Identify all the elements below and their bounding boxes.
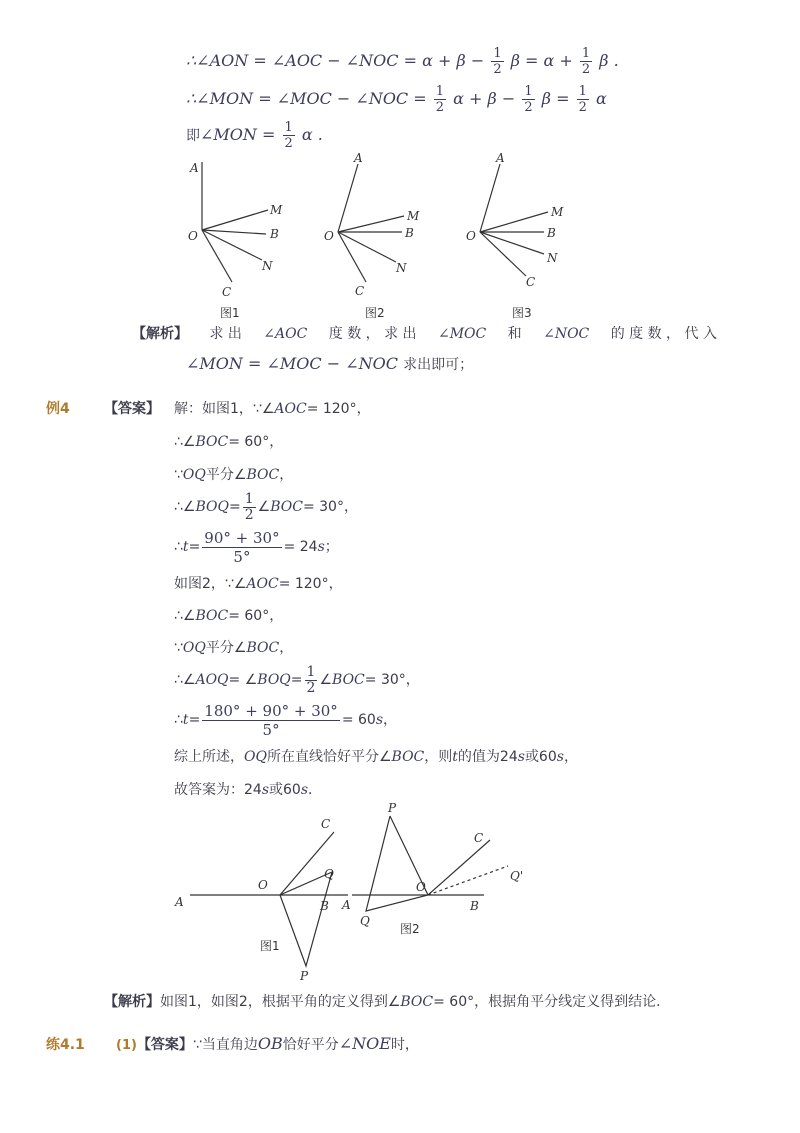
text: = 60°，	[228, 608, 284, 624]
math: AOQ	[195, 672, 229, 688]
fraction	[202, 702, 340, 739]
angle-figures-top	[180, 150, 564, 325]
text: 解：如图1，∵∠	[174, 401, 275, 417]
text: ，则	[424, 749, 453, 765]
label-O: O	[324, 229, 334, 243]
text: 故答案为：24	[174, 782, 262, 798]
figure-1	[174, 817, 348, 983]
analysis-1-line-1	[132, 323, 717, 345]
analysis-2	[104, 991, 670, 1011]
text: 平分∠	[205, 467, 247, 483]
text: = 120°，	[306, 401, 371, 417]
ex4-line-12	[174, 779, 322, 799]
label-Q: Q	[324, 867, 334, 881]
label-C: C	[355, 284, 365, 298]
fraction-numerator: 1	[581, 46, 591, 61]
ex4-line-2	[174, 431, 283, 451]
fraction	[202, 529, 281, 566]
label-Q-prime: Q'	[510, 869, 524, 883]
text: ∵	[174, 467, 183, 483]
triangle-POQ	[366, 816, 428, 911]
analysis-text: 求出即可；	[403, 357, 474, 373]
text: 综上所述，	[174, 749, 244, 765]
math: OQ	[182, 467, 206, 483]
practice-4-1-line	[116, 1034, 419, 1054]
text: = 60°，	[228, 434, 284, 450]
text: = 24	[283, 539, 318, 555]
ex4-line-4	[174, 488, 358, 526]
label-M: M	[270, 203, 283, 217]
proof-line-3-prefix: 即	[186, 128, 200, 144]
text: ，	[279, 640, 294, 656]
math: BOQ	[195, 499, 229, 515]
figure-2	[341, 801, 523, 936]
text: ∴	[174, 539, 183, 555]
analysis-text: = 60°，根据角平分线定义得到结论．	[433, 994, 671, 1010]
label-P: P	[300, 969, 309, 983]
figure-1	[188, 161, 283, 320]
analysis-tag: 【解析】	[132, 326, 188, 342]
label-B: B	[470, 899, 479, 913]
label-M: M	[407, 209, 420, 223]
label-N: N	[547, 251, 558, 265]
math: t	[182, 712, 189, 728]
fraction-denominator: 2	[435, 100, 445, 115]
text: 或60	[524, 749, 557, 765]
ray-OC	[280, 832, 334, 895]
math: BOC	[246, 467, 280, 483]
fraction-denominator: 5°	[233, 547, 251, 566]
text: =	[188, 539, 201, 555]
text: 平分∠	[205, 640, 247, 656]
ray-OM	[480, 212, 548, 232]
text: 所在直线恰好平分∠	[266, 749, 392, 765]
math: s	[375, 712, 383, 728]
text: ∴∠	[174, 434, 196, 450]
analysis-text: 度 数 ， 求 出	[328, 326, 417, 342]
fraction-numerator: 180° + 90° + 30°	[204, 701, 338, 720]
proof-line-2-mid2: β =	[541, 89, 570, 108]
figure-1-caption: 图1	[260, 939, 280, 953]
ex4-line-6	[174, 573, 343, 593]
ray-OC	[428, 840, 490, 895]
label-M: M	[551, 205, 564, 219]
ex4-line-1	[174, 398, 371, 418]
math: OQ	[244, 749, 267, 765]
ray-OB	[202, 230, 266, 234]
math: s	[556, 749, 564, 765]
fraction-numerator: 1	[284, 120, 293, 135]
label-Q: Q	[360, 914, 370, 928]
math: AOC	[246, 576, 279, 592]
practice-4-1-label: 练4.1	[46, 1037, 85, 1053]
fraction-numerator: 1	[524, 84, 533, 99]
analysis-formula: ∠MON = ∠MOC − ∠NOC	[186, 354, 398, 373]
math: OB	[257, 1034, 283, 1053]
proof-line-3-end: α .	[301, 125, 323, 144]
label-C: C	[526, 275, 536, 289]
fraction	[305, 665, 318, 696]
label-B: B	[547, 226, 556, 240]
analysis-text: 求 出	[209, 326, 242, 342]
text: 的值为24	[457, 749, 518, 765]
text: ∠	[319, 672, 333, 688]
part-number: (1)	[116, 1038, 137, 1053]
dashed-OQ-prime	[428, 866, 508, 895]
math: AOC	[274, 401, 307, 417]
fraction-denominator: 2	[524, 100, 533, 115]
proof-line-2-lhs: ∴∠MON	[186, 89, 254, 108]
text: ，	[279, 467, 294, 483]
ex4-line-10	[174, 699, 397, 741]
fraction-denominator: 2	[578, 100, 587, 115]
math: t	[452, 749, 458, 765]
proof-line-2	[186, 82, 607, 116]
fraction-numerator: 1	[493, 46, 502, 61]
math: ∠NOE	[338, 1034, 391, 1053]
text: = 30°，	[302, 499, 358, 515]
proof-line-3-expr: ∠MON =	[200, 125, 276, 144]
math: s	[300, 782, 309, 798]
text: ∴	[174, 712, 183, 728]
fraction-denominator: 5°	[262, 720, 280, 739]
math: BOC	[195, 608, 229, 624]
figure-2-caption: 图2	[365, 306, 385, 320]
ray-OM	[338, 216, 404, 232]
text: ∴∠	[174, 499, 196, 515]
label-B: B	[405, 226, 414, 240]
fraction-denominator: 2	[306, 679, 316, 696]
fraction	[243, 492, 256, 523]
fraction-denominator: 2	[284, 136, 293, 151]
text: ∠	[257, 499, 271, 515]
math: BOC	[332, 672, 365, 688]
text: =	[290, 672, 303, 688]
text: ∵当直角边	[192, 1037, 258, 1053]
ex4-line-7	[174, 605, 283, 625]
math: BOC	[246, 640, 280, 656]
label-A: A	[342, 898, 351, 912]
proof-line-1-end: β .	[599, 51, 619, 70]
label-O: O	[466, 229, 476, 243]
angle-NOC: ∠NOC	[543, 326, 590, 342]
figure-3-caption: 图3	[512, 306, 532, 320]
text: ∴∠	[174, 608, 196, 624]
answer-tag: 【答案】	[136, 1037, 193, 1053]
text: 时，	[390, 1037, 419, 1053]
analysis-1-line-2	[186, 352, 473, 376]
analysis-tag: 【解析】	[104, 994, 160, 1010]
ex4-line-9	[174, 661, 420, 699]
fraction-numerator: 1	[435, 84, 445, 99]
text: 如图2，∵∠	[174, 576, 247, 592]
label-C: C	[222, 285, 232, 299]
proof-line-1	[186, 44, 619, 78]
math: BOC	[400, 994, 434, 1010]
fraction-numerator: 1	[578, 84, 587, 99]
ex4-line-11	[174, 746, 578, 766]
label-P: P	[388, 801, 397, 815]
text: = 120°，	[278, 576, 343, 592]
proof-line-2-end: α	[595, 89, 607, 108]
proof-line-2-rhs: = ∠MOC − ∠NOC =	[258, 89, 427, 108]
math: OQ	[182, 640, 206, 656]
proof-line-1-mid: β = α +	[510, 51, 573, 70]
math: s	[517, 749, 525, 765]
label-N: N	[396, 261, 407, 275]
label-O: O	[188, 229, 198, 243]
proof-line-2-mid: α + β −	[453, 89, 516, 108]
figure-2-caption: 图2	[400, 922, 420, 936]
math: BOC	[270, 499, 303, 515]
fraction	[491, 46, 503, 77]
math: BOC	[195, 434, 229, 450]
math: t	[182, 539, 189, 555]
text: ；	[324, 539, 339, 555]
figure-1-caption: 图1	[220, 306, 240, 320]
math: s	[261, 782, 270, 798]
label-C: C	[321, 817, 331, 831]
fraction-numerator: 1	[306, 663, 316, 680]
proof-line-1-lhs: ∴∠AON	[186, 51, 249, 70]
label-C: C	[474, 831, 484, 845]
text: ，	[383, 712, 397, 728]
proof-line-1-rhs: = ∠AOC − ∠NOC = α + β −	[253, 51, 485, 70]
math: BOQ	[257, 672, 291, 688]
label-B: B	[270, 227, 279, 241]
geometry-figures-mid	[170, 798, 540, 988]
text: 或60	[269, 782, 301, 798]
text: ∵	[174, 640, 183, 656]
fraction	[283, 120, 295, 151]
label-O: O	[416, 880, 426, 894]
text: = 60	[341, 712, 376, 728]
label-N: N	[262, 259, 273, 273]
text: =	[188, 712, 201, 728]
label-A: A	[175, 895, 184, 909]
proof-line-3	[186, 118, 323, 152]
fraction	[580, 46, 592, 77]
ray-ON	[480, 232, 544, 254]
fraction	[522, 84, 534, 115]
example-4-label: 例4	[46, 401, 70, 417]
ray-OC	[480, 232, 526, 276]
math: BOC	[391, 749, 425, 765]
ex4-line-3	[174, 464, 293, 484]
ray-OA	[338, 164, 358, 232]
math: s	[317, 539, 325, 555]
ex4-line-8	[174, 637, 293, 657]
text: ，	[563, 749, 578, 765]
analysis-text: 和	[507, 326, 522, 342]
fraction	[434, 84, 446, 115]
label-O: O	[258, 878, 268, 892]
text: = ∠	[228, 672, 258, 688]
label-A: A	[190, 161, 199, 175]
label-A: A	[354, 151, 363, 165]
analysis-text: 的 度 数 ， 代 入	[610, 326, 717, 342]
label-B: B	[320, 899, 329, 913]
figure-2	[324, 151, 420, 320]
fraction-numerator: 90° + 30°	[204, 528, 280, 547]
angle-AOC: ∠AOC	[263, 326, 308, 342]
ray-OA	[480, 164, 500, 232]
fraction-denominator: 2	[493, 62, 502, 77]
label-A: A	[496, 151, 505, 165]
figure-3	[466, 151, 564, 320]
fraction-denominator: 2	[244, 506, 254, 523]
fraction	[577, 84, 589, 115]
text: = 30°，	[364, 672, 420, 688]
text: =	[228, 499, 241, 515]
angle-MOC: ∠MOC	[437, 326, 487, 342]
ex4-line-5	[174, 526, 339, 568]
answer-tag: 【答案】	[104, 401, 160, 417]
ray-OM	[202, 210, 268, 230]
text: 恰好平分	[282, 1037, 339, 1053]
text: ∴∠	[174, 672, 196, 688]
text: ．	[308, 782, 323, 798]
fraction-numerator: 1	[244, 490, 254, 507]
analysis-text: 如图1，如图2，根据平角的定义得到∠	[160, 994, 401, 1010]
fraction-denominator: 2	[581, 62, 591, 77]
